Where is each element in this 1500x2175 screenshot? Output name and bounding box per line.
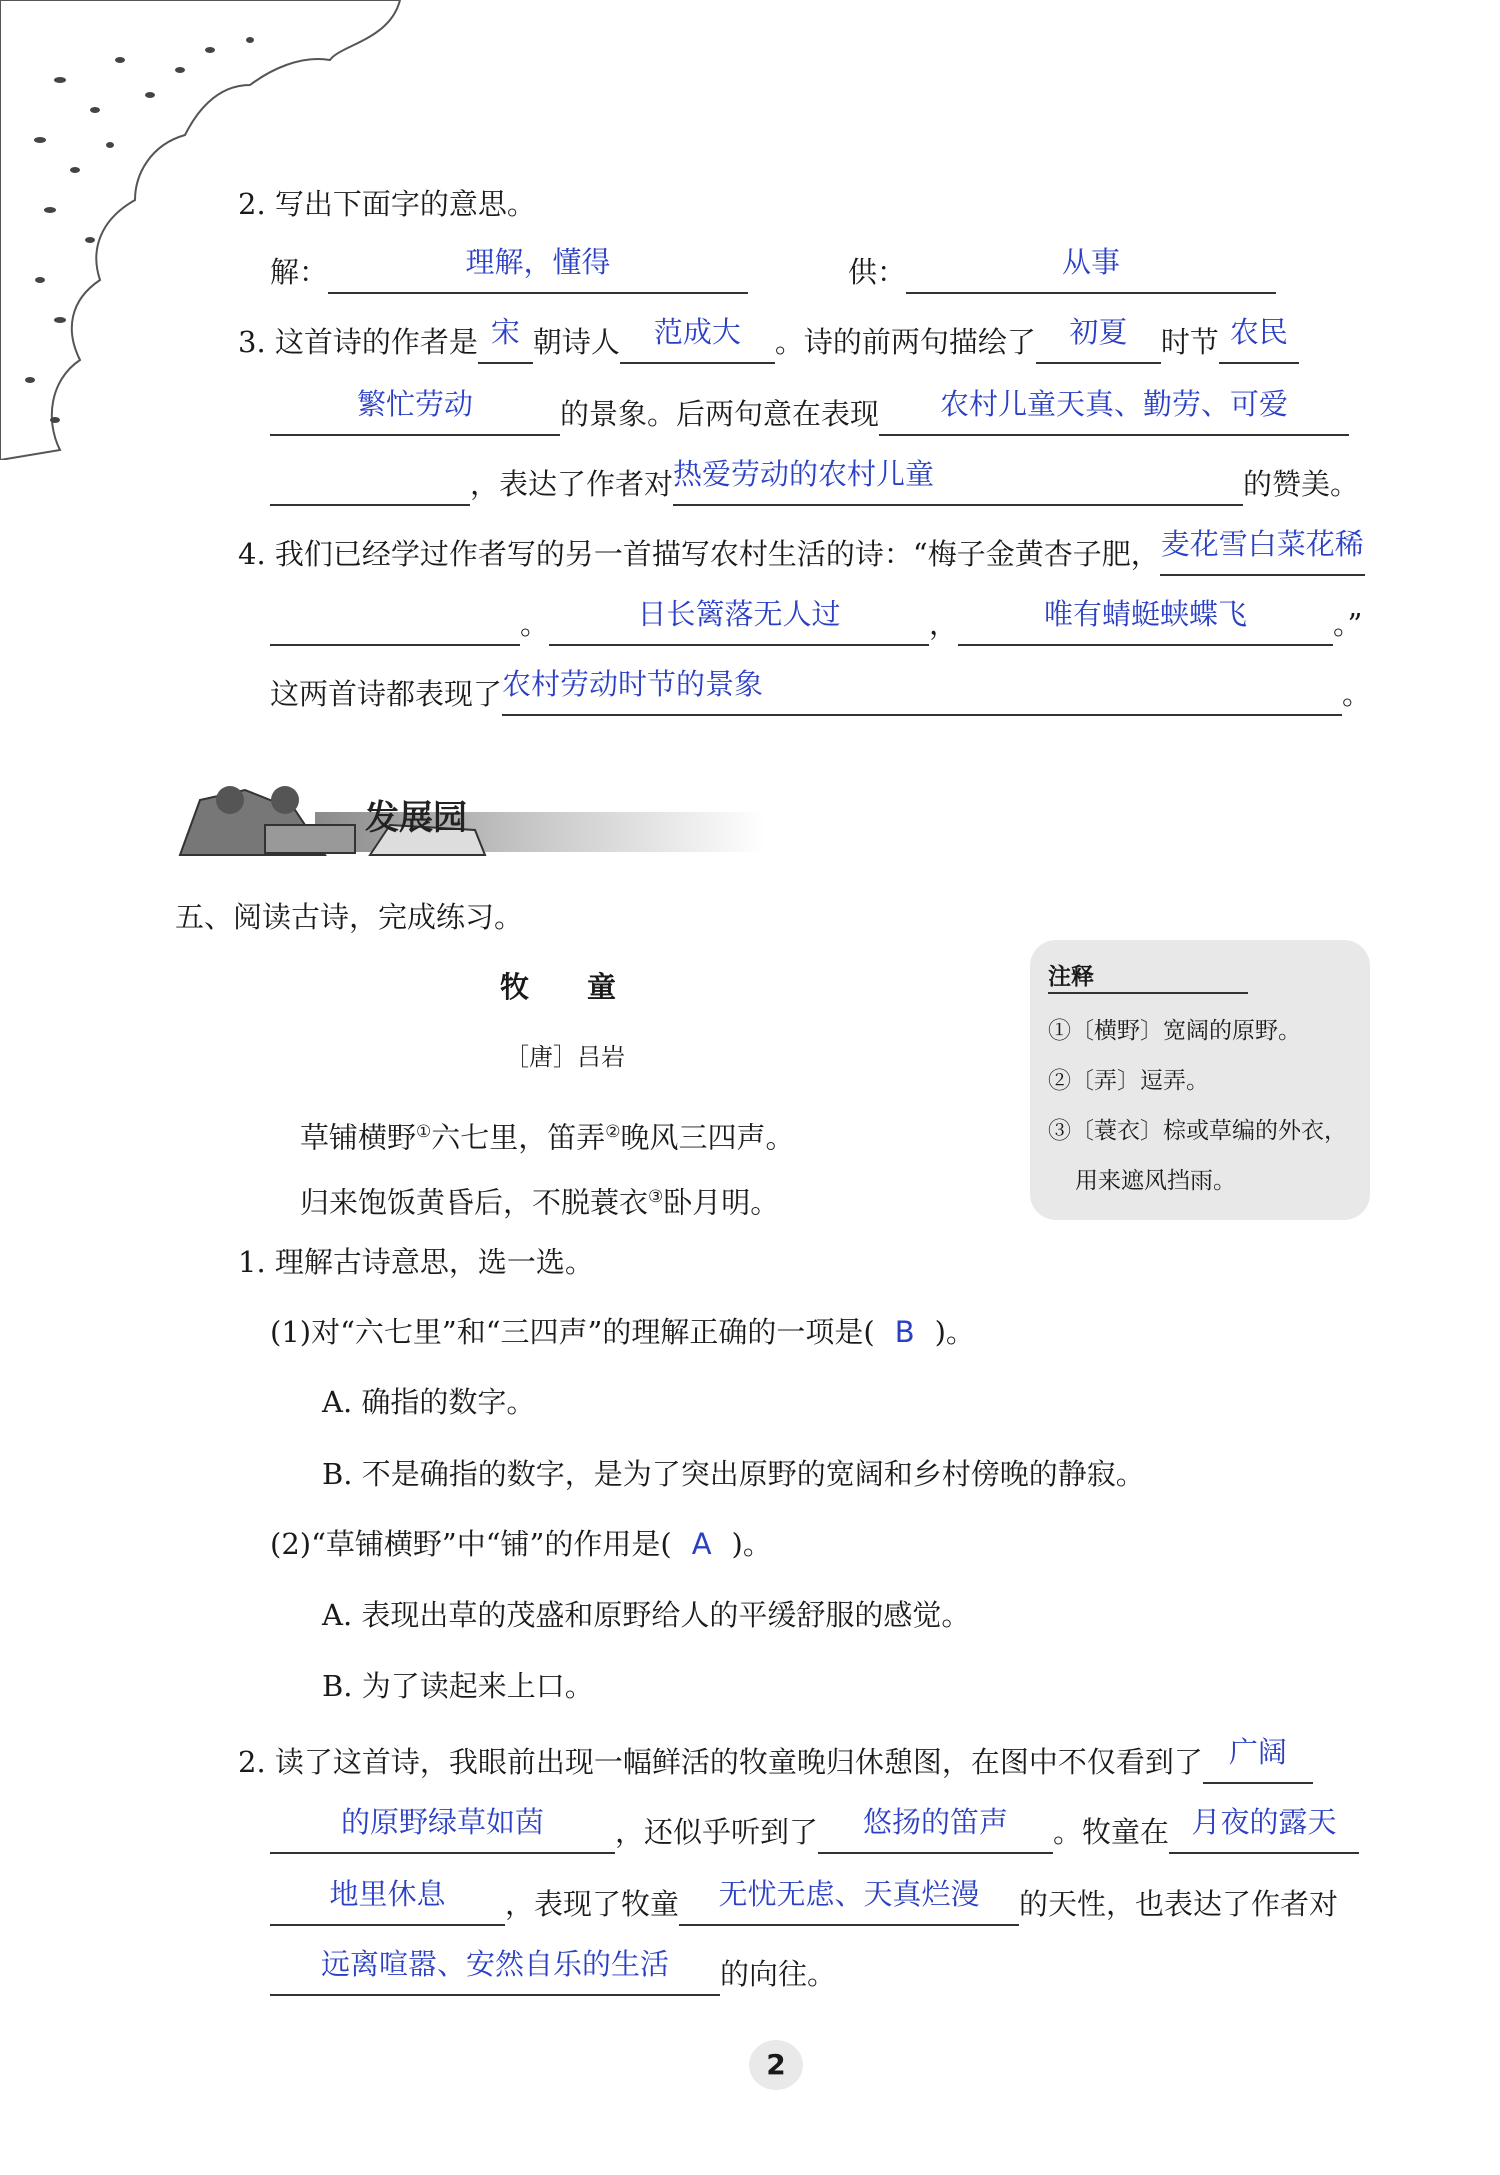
poem-line-1 bbox=[300, 1110, 795, 1160]
note-1: ①〔横野〕宽阔的原野。 bbox=[1048, 1018, 1301, 1044]
q3-text-3: 。诗的前两句描绘了 bbox=[774, 325, 1036, 359]
q4-a1-blank[interactable] bbox=[1160, 527, 1365, 576]
q3-farmer-blank[interactable] bbox=[1219, 315, 1299, 364]
q2-gong-answer: 从事 bbox=[1062, 245, 1121, 279]
q3-busy-answer: 繁忙劳动 bbox=[356, 387, 473, 421]
s5q2-line-4 bbox=[270, 1947, 837, 1996]
q2-gong-blank[interactable] bbox=[906, 245, 1276, 294]
s5q1-sub1-text: (1)对“六七里”和“三四声”的理解正确的一项是( bbox=[270, 1315, 875, 1349]
q3-text-2: 朝诗人 bbox=[532, 325, 620, 359]
section-banner bbox=[175, 770, 765, 860]
q4-sep-1: 。 bbox=[520, 607, 550, 641]
poem-line-2-b: 卧月明。 bbox=[663, 1185, 780, 1220]
s5q1-sub2-end: )。 bbox=[731, 1527, 772, 1561]
q3-dynasty-answer: 宋 bbox=[490, 315, 520, 349]
q2-row bbox=[270, 245, 1276, 294]
q4-a2-blank[interactable] bbox=[549, 597, 929, 646]
s5q2-text-4: ，表现了牧童 bbox=[505, 1887, 680, 1921]
s5q2-line-3 bbox=[270, 1877, 1339, 1926]
s5q1-sub2-option-a[interactable]: A. 表现出草的茂盛和原野给人的平缓舒服的感觉。 bbox=[322, 1598, 971, 1632]
s5q1-title: 1. 理解古诗意思，选一选。 bbox=[238, 1245, 594, 1279]
s5q2-text-1: 2. 读了这首诗，我眼前出现一幅鲜活的牧童晚归休憩图，在图中不仅看到了 bbox=[238, 1745, 1203, 1779]
s5q2-a2-answer: 的原野绿草如茵 bbox=[340, 1805, 544, 1839]
q3-line-2 bbox=[270, 387, 1349, 436]
q3-season-blank[interactable] bbox=[1036, 315, 1161, 364]
s5q2-a1-blank[interactable] bbox=[1203, 1735, 1313, 1784]
q4-a2-answer: 日长篱落无人过 bbox=[637, 597, 841, 631]
notes-divider bbox=[1048, 992, 1248, 994]
q3-farmer-answer: 农民 bbox=[1229, 315, 1288, 349]
s5q2-line-2 bbox=[270, 1805, 1359, 1854]
s5q2-a6-blank[interactable] bbox=[679, 1877, 1019, 1926]
s5q1-sub1-option-b[interactable]: B. 不是确指的数字，是为了突出原野的宽阔和乡村傍晚的静寂。 bbox=[322, 1457, 1145, 1491]
q3-child-blank[interactable] bbox=[879, 387, 1349, 436]
poem-note-ref-2: ② bbox=[605, 1122, 621, 1142]
q4-a4-answer: 农村劳动时节的景象 bbox=[502, 667, 764, 701]
s5q1-sub2 bbox=[270, 1522, 772, 1566]
s5q2-a3-blank[interactable] bbox=[818, 1805, 1053, 1854]
q3-text-4: 时节 bbox=[1160, 325, 1219, 359]
q3-dynasty-blank[interactable] bbox=[478, 315, 533, 364]
s5q2-a5-answer: 地里休息 bbox=[329, 1877, 446, 1911]
q2-jie-label: 解： bbox=[270, 255, 329, 289]
banner-label: 发展园 bbox=[365, 798, 467, 838]
poem-title: 牧 童 bbox=[500, 970, 617, 1004]
notes-title: 注释 bbox=[1048, 964, 1094, 990]
q3-text-5: 的景象。后两句意在表现 bbox=[560, 397, 880, 431]
q3-poet-blank[interactable] bbox=[620, 315, 775, 364]
s5q2-line-1 bbox=[238, 1735, 1313, 1784]
s5q2-text-6: 的向往。 bbox=[720, 1957, 837, 1991]
q3-busy-blank[interactable] bbox=[270, 387, 560, 436]
q3-season-answer: 初夏 bbox=[1069, 315, 1128, 349]
q2-jie-answer: 理解，懂得 bbox=[465, 245, 611, 279]
s5q2-text-5: 的天性，也表达了作者对 bbox=[1019, 1887, 1339, 1921]
q3-text-6: ，表达了作者对 bbox=[470, 467, 674, 501]
q3-text-7: 的赞美。 bbox=[1243, 467, 1360, 501]
s5q2-a7-blank[interactable] bbox=[270, 1947, 720, 1996]
q4-a3-blank[interactable] bbox=[958, 597, 1333, 646]
poem-note-ref-1: ① bbox=[416, 1122, 432, 1142]
poem-line-2-a: 归来饱饭黄昏后，不脱蓑衣 bbox=[300, 1185, 649, 1220]
q3-poet-answer: 范成大 bbox=[653, 315, 741, 349]
notes-box bbox=[1030, 940, 1370, 1220]
q4-line-2 bbox=[270, 597, 1363, 646]
s5q1-sub2-answer[interactable]: A bbox=[691, 1527, 712, 1561]
s5q2-a2-blank[interactable] bbox=[270, 1805, 615, 1854]
q4-text-2: 这两首诗都表现了 bbox=[270, 677, 503, 711]
q4-filler-blank[interactable] bbox=[270, 600, 520, 646]
s5q2-a1-answer: 广阔 bbox=[1228, 1735, 1287, 1769]
q4-a3-answer: 唯有蜻蜓蛱蝶飞 bbox=[1044, 597, 1248, 631]
q3-text-1: 3. 这首诗的作者是 bbox=[238, 325, 478, 359]
q4-a1-answer: 麦花雪白菜花稀 bbox=[1160, 527, 1364, 561]
poem-author: ［唐］吕岩 bbox=[505, 1043, 625, 1071]
q3-love-blank[interactable] bbox=[673, 457, 1243, 506]
s5q2-a7-answer: 远离喧嚣、安然自乐的生活 bbox=[320, 1947, 669, 1981]
poem-note-ref-3: ③ bbox=[648, 1187, 664, 1207]
poem-line-1-a: 草铺横野 bbox=[300, 1120, 417, 1155]
s5q2-a3-answer: 悠扬的笛声 bbox=[863, 1805, 1009, 1839]
poem-line-1-b: 六七里，笛弄 bbox=[431, 1120, 606, 1155]
note-3a: ③〔蓑衣〕棕或草编的外衣， bbox=[1048, 1118, 1347, 1144]
q4-end: 。” bbox=[1333, 607, 1363, 641]
s5q2-a6-answer: 无忧无虑、天真烂漫 bbox=[718, 1877, 980, 1911]
s5q1-sub1 bbox=[270, 1310, 975, 1354]
q4-a4-blank[interactable] bbox=[502, 667, 1342, 716]
s5q1-sub2-text: (2)“草铺横野”中“铺”的作用是( bbox=[270, 1527, 672, 1561]
s5q1-sub1-answer[interactable]: B bbox=[894, 1315, 915, 1349]
poem-line-2 bbox=[300, 1175, 779, 1225]
q3-child-answer: 农村儿童天真、勤劳、可爱 bbox=[940, 387, 1289, 421]
note-2: ②〔弄〕逗弄。 bbox=[1048, 1068, 1209, 1094]
poem-line-1-c: 晚风三四声。 bbox=[620, 1120, 795, 1155]
s5q2-a4-answer: 月夜的露天 bbox=[1191, 1805, 1337, 1839]
banner-graphic bbox=[175, 770, 765, 860]
q3-love-answer: 热爱劳动的农村儿童 bbox=[673, 457, 935, 491]
q2-jie-blank[interactable] bbox=[328, 245, 748, 294]
q3-line-1 bbox=[238, 315, 1299, 364]
q4-line-3 bbox=[270, 667, 1372, 716]
q2-gong-label: 供： bbox=[848, 255, 907, 289]
q3-filler-blank[interactable] bbox=[270, 460, 470, 506]
s5q1-sub1-option-a[interactable]: A. 确指的数字。 bbox=[322, 1385, 536, 1419]
s5q2-a5-blank[interactable] bbox=[270, 1877, 505, 1926]
q4-sep-2: ， bbox=[929, 607, 959, 641]
s5q2-text-2: ，还似乎听到了 bbox=[615, 1815, 819, 1849]
page-number: 2 bbox=[749, 2040, 803, 2090]
q4-text-3: 。 bbox=[1342, 677, 1372, 711]
s5q2-a4-blank[interactable] bbox=[1169, 1805, 1359, 1854]
s5q2-text-3: 。牧童在 bbox=[1053, 1815, 1170, 1849]
q4-text-1: 4. 我们已经学过作者写的另一首描写农村生活的诗：“梅子金黄杏子肥， bbox=[238, 537, 1160, 571]
s5q1-sub2-option-b[interactable]: B. 为了读起来上口。 bbox=[322, 1669, 594, 1703]
q2-title: 2. 写出下面字的意思。 bbox=[238, 187, 536, 221]
note-3b: 用来遮风挡雨。 bbox=[1075, 1168, 1236, 1194]
q4-line-1 bbox=[238, 527, 1365, 576]
q3-line-3 bbox=[270, 457, 1360, 506]
s5q1-sub1-end: )。 bbox=[934, 1315, 975, 1349]
section5-title: 五、阅读古诗，完成练习。 bbox=[175, 900, 524, 934]
